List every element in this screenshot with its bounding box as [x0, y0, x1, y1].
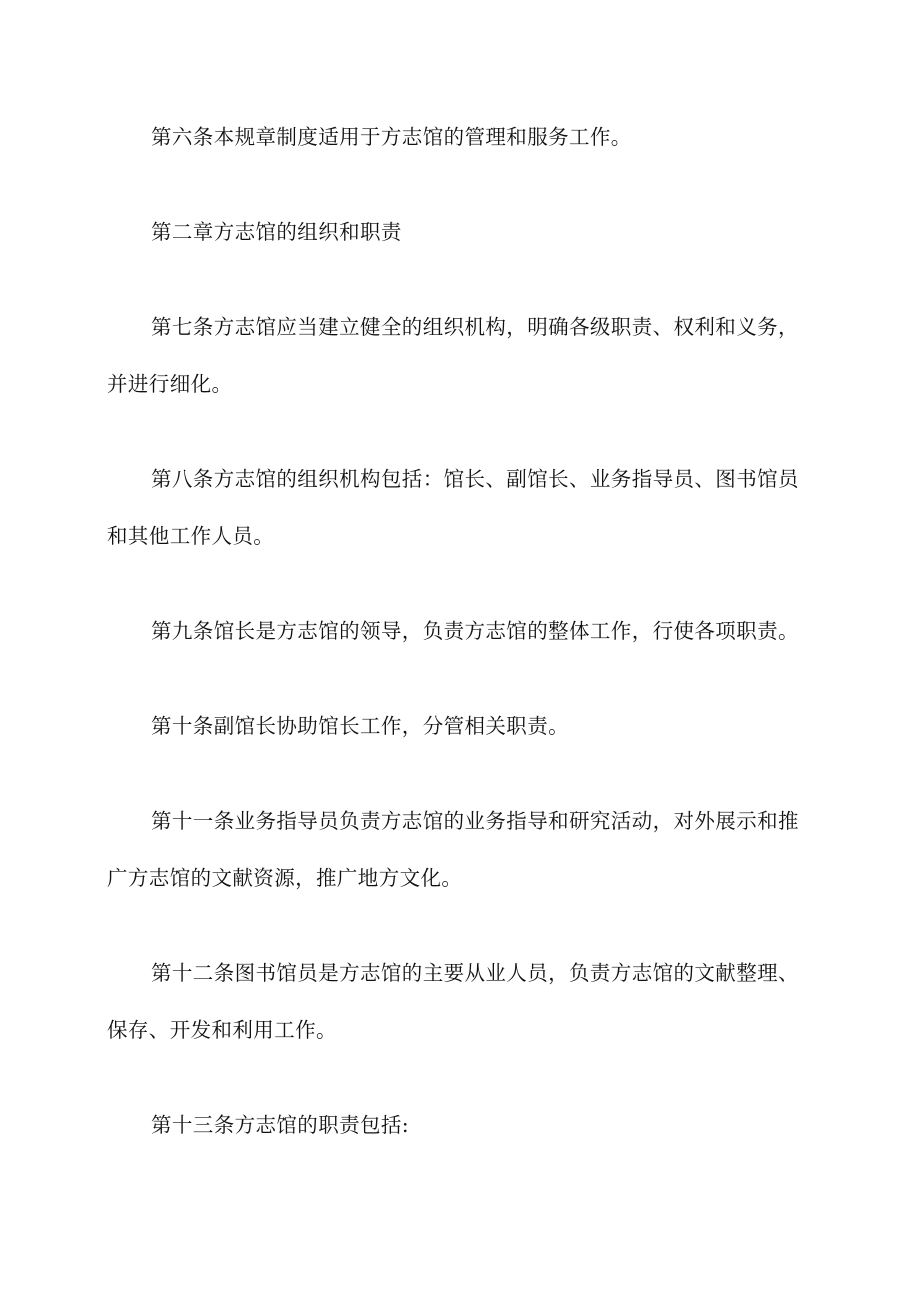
paragraph-article-6: 第六条本规章制度适用于方志馆的管理和服务工作。: [151, 125, 632, 149]
paragraph-article-8: 第八条方志馆的组织机构包括：馆长、副馆长、业务指导员、图书馆员和其他工作人员。: [107, 467, 799, 548]
paragraph-article-12: 第十二条图书馆员是方志馆的主要从业人员，负责方志馆的文献整理、保存、开发和利用工作。: [107, 961, 799, 1042]
paragraph-article-11: 第十一条业务指导员负责方志馆的业务指导和研究活动，对外展示和推广方志馆的文献资源，推广地方文化。: [107, 809, 799, 890]
chapter-2-heading: 第二章方志馆的组织和职责: [151, 220, 402, 244]
paragraph-article-9: 第九条馆长是方志馆的领导，负责方志馆的整体工作，行使各项职责。: [151, 619, 799, 643]
document-body: [107, 109, 807, 1154]
paragraph-article-10: 第十条副馆长协助馆长工作，分管相关职责。: [151, 714, 569, 738]
paragraph-article-7: 第七条方志馆应当建立健全的组织机构，明确各级职责、权利和义务，并进行细化。: [107, 315, 799, 396]
paragraph-article-13: 第十三条方志馆的职责包括:: [151, 1113, 410, 1137]
